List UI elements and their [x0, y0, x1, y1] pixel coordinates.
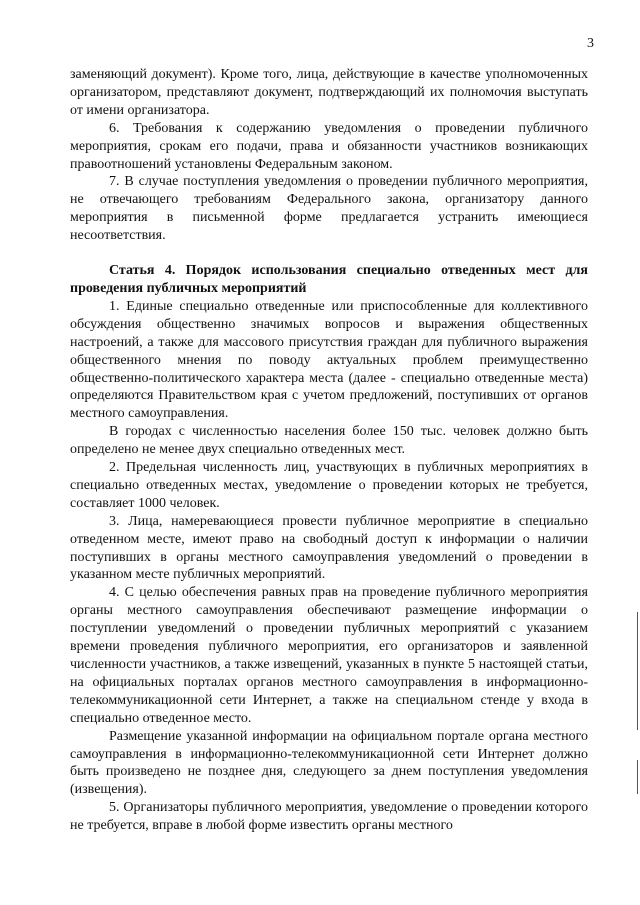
paragraph-item-2: 2. Предельная численность лиц, участвующих в публичных мероприятиях в специально отведенных местах, уведомление о проведении которых не требуется, составляет 1000 человек. [70, 460, 588, 511]
document-body [70, 66, 588, 835]
page-number: 3 [587, 36, 594, 51]
paragraph-item-3: 3. Лица, намеревающиеся провести публичное мероприятие в специально отведенном месте, имеют право на свободный доступ к информации о наличии поступивших в органы местного самоуправления уведомлений о проведении в указанном месте публичных мероприятий. [70, 513, 588, 583]
paragraph-continuation: заменяющий документ). Кроме того, лица, действующие в качестве уполномоченных организатором, представляют документ, подтверждающий их полномочия выступать от имени организатора. [70, 67, 588, 118]
paragraph-item-7: 7. В случае поступления уведомления о проведении публичного мероприятия, не отвечающего требованиям Федерального закона, организатору данного мероприятия в письменной форме предлагается устранить имеющиеся несоответствия. [70, 174, 588, 244]
paragraph-item-5: 5. Организаторы публичного мероприятия, уведомление о проведении которого не требуется, вправе в любой форме известить органы местного [70, 800, 588, 834]
paragraph-placement: Размещение указанной информации на официальном портале органа местного самоуправления в информационно-телекоммуникационной сети Интернет должно быть произведено не позднее дня, следующего за днем поступления уведомления (извещения). [70, 728, 588, 798]
paragraph-item-1: 1. Единые специально отведенные или приспособленные для коллективного обсуждения общественно значимых вопросов и выражения общественных настроений, а также для массового присутствия граждан для публичного выражения общественного мнения по поводу актуальных проблем преимущественно общественно-политического характера места (далее - специально отведенные места) определяются Правительством края с учетом предложений, поступивших от органов местного самоуправления. [70, 298, 588, 422]
scan-edge-mark [637, 760, 638, 794]
paragraph-cities: В городах с численностью населения более 150 тыс. человек должно быть определено не менее двух специально отведенных мест. [70, 424, 588, 458]
paragraph-item-6: 6. Требования к содержанию уведомления о проведении публичного мероприятия, срокам его подачи, права и обязанности участников возникающих правоотношений установлены Федеральным законом. [70, 120, 588, 172]
paragraph-item-4: 4. С целью обеспечения равных прав на проведение публичного мероприятия органы местного самоуправления обеспечивают размещение информации о поступлении уведомлений о проведении публичных мероприятий с указанием времени проведения публичного мероприятия, его организаторов и заявленной численности участников, а также извещений, указанных в пункте 5 настоящей статьи, на официальных порталах органов местного самоуправления в информационно-телекоммуникационной сети Интернет, а также на специальном стенде у входа в специально отведенное место. [70, 585, 588, 726]
scan-edge-mark [637, 612, 638, 730]
article-heading: Статья 4. Порядок использования специально отведенных мест для проведения публичных мероприятий [70, 263, 588, 296]
